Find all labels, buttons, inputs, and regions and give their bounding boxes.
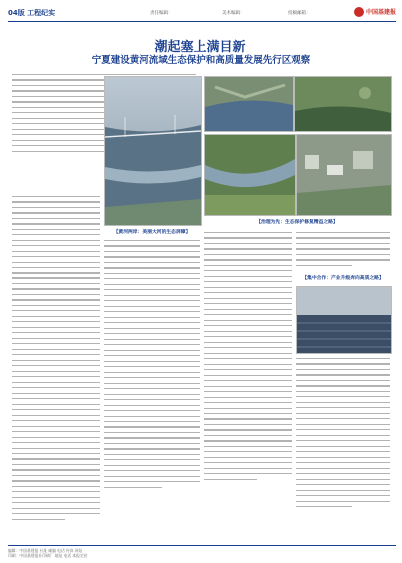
article-subtitle: 宁夏建设黄河流域生态保护和高质量发展先行区观察 bbox=[91, 55, 311, 66]
footer-line-1: 编辑：中国基建报 社址 邮编 电话 传真 网址 bbox=[8, 548, 83, 553]
footer-line-2: 印刷：中国基建报社印刷厂 地址 电话 本报定价 bbox=[8, 553, 88, 558]
bridge-aerial-photo bbox=[104, 76, 202, 226]
col1-text bbox=[12, 196, 100, 284]
photo-caption-bridge: 【黄河两岸：美丽大河的生态屏障】 bbox=[113, 230, 191, 235]
editor-credit: 责任编辑： bbox=[150, 11, 173, 16]
town-aerial-photo bbox=[296, 134, 392, 216]
river-fields-photo bbox=[204, 134, 296, 216]
article-title: 潮起塞上满目新 bbox=[154, 40, 246, 55]
section-heading-ecology: 【治理为先：生态保护修复精益之路】 bbox=[256, 220, 338, 225]
col3-text bbox=[204, 232, 292, 484]
section-heading-industry: 【集中合作：产业升级奔向高质之路】 bbox=[302, 276, 384, 281]
reservoir-photo bbox=[204, 76, 294, 132]
submission-email: 投稿邮箱： bbox=[288, 11, 311, 16]
page-section-label: 04版 工程纪实 bbox=[8, 9, 56, 17]
footer-rule bbox=[8, 545, 396, 546]
footer-imprint bbox=[8, 548, 396, 558]
header-rule bbox=[8, 21, 396, 22]
col1-text-lower bbox=[12, 272, 100, 524]
newspaper-logo bbox=[354, 6, 398, 20]
col4-text-top bbox=[296, 232, 390, 270]
logo-mark-icon bbox=[354, 7, 364, 17]
designer-credit: 美术编辑： bbox=[222, 11, 245, 16]
solar-farm-photo bbox=[296, 286, 392, 354]
col4-text-lower bbox=[296, 358, 390, 512]
logo-text: 中国基建报 bbox=[366, 9, 397, 16]
green-landscape-photo bbox=[294, 76, 392, 132]
col2-text bbox=[104, 240, 200, 492]
